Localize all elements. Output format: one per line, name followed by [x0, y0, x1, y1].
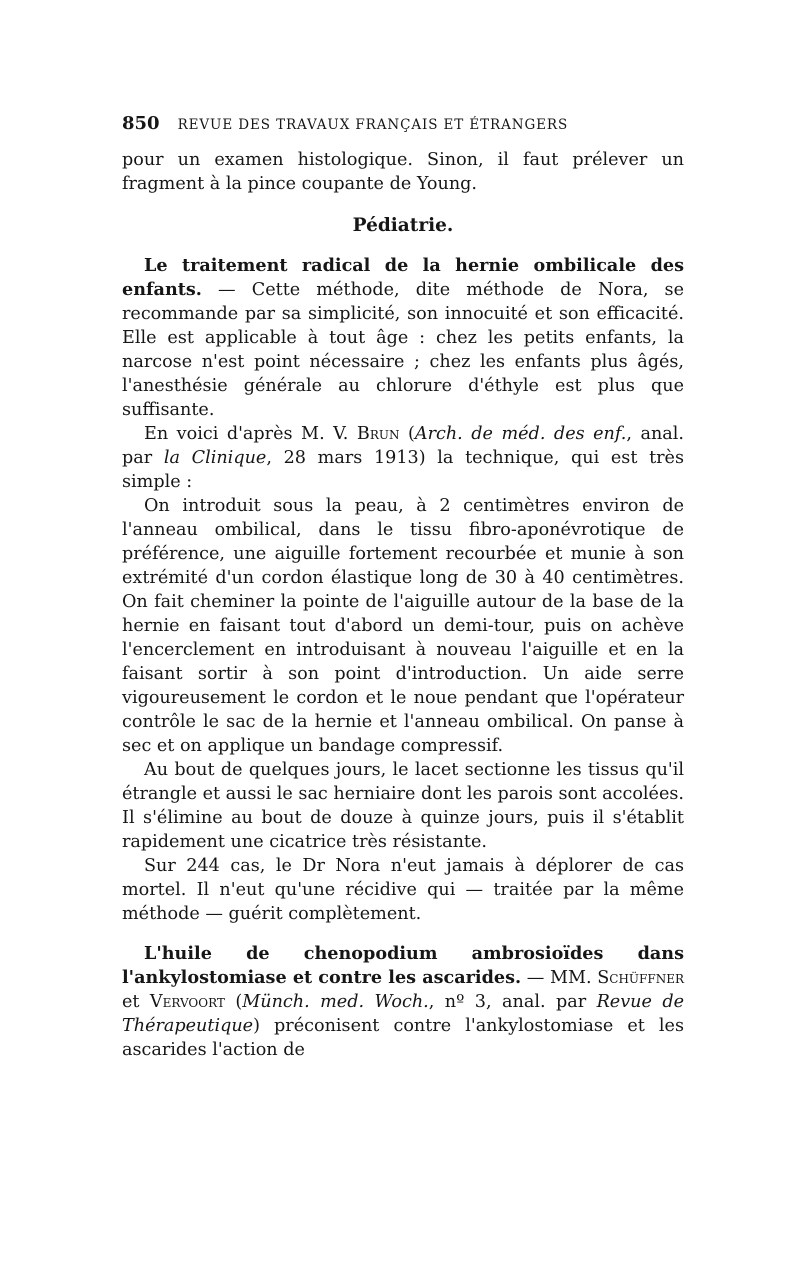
article-2-and: et — [122, 992, 150, 1012]
article-1-outcome: Au bout de quelques jours, le lacet sectionne les tissus qu'il étrangle et aussi le sac herniaire dont les parois sont accolées. Il s'élimine au bout de douze à quinze jours, puis il s'établit rapidement une cicatrice très résistante. — [122, 760, 685, 852]
article-2-source-post: ) préconisent contre l'ankylostomiase et les ascarides l'action de — [122, 1016, 684, 1060]
article-2-source-review: Revue de Thérapeutique — [122, 992, 685, 1036]
article-1-results: Sur 244 cas, le Dr Nora n'eut jamais à déplorer de cas mortel. Il n'eut qu'une récidive qui — traitée par la même méthode — guérit complètement. — [122, 856, 684, 924]
source-post: , 28 mars 1913) la technique, qui est très simple : — [122, 448, 684, 492]
text-column — [122, 112, 684, 1062]
page-number: 850 — [122, 113, 160, 134]
source-review: la Clinique — [163, 448, 267, 468]
page-header — [122, 112, 684, 142]
source-journal: Arch. de méd. des enf. — [414, 424, 627, 444]
running-head: REVUE DES TRAVAUX FRANÇAIS ET ÉTRANGERS — [177, 117, 569, 133]
source-pre: En voici d'après M. V. — [144, 424, 357, 444]
source-author: Brun — [356, 424, 400, 444]
article-1-intro — [122, 254, 684, 422]
article-2-source-journal: Münch. med. Woch. — [242, 992, 429, 1012]
source-open: ( — [399, 424, 415, 444]
article-1-intro-text: Cette méthode, dite méthode de Nora, se recommande par sa simplicité, son innocuité et son efficacité. Elle est applicable à tout âge : chez les petits enfants, la narcose n'est point nécessaire ; chez les enfants plus âgés, l'anesthésie générale au chlorure d'éthyle est plus que suffisante. — [122, 280, 684, 420]
article-2-title: L'huile de chenopodium ambrosioïdes dans l'ankylostomiase et contre les ascarides. — [122, 943, 684, 988]
article-2-author-2: Vervoort — [149, 992, 225, 1012]
article-1-dash: — — [201, 280, 252, 300]
article-2-dash: — MM. — [521, 968, 598, 988]
article-2-source-mid: , nº 3, anal. par — [428, 992, 597, 1012]
article-1-title: Le traitement radical de la hernie ombilicale des enfants. — [122, 255, 684, 300]
article-2-source-open: ( — [224, 992, 243, 1012]
section-title: Pédiatrie. — [352, 215, 454, 236]
article-1-source — [122, 422, 684, 494]
article-2-author-1: Schüffner — [597, 968, 684, 988]
article-1-technique: On introduit sous la peau, à 2 centimètres environ de l'anneau ombilical, dans le tissu fibro-aponévrotique de préférence, une aiguille fortement recourbée et munie à son extrémité d'un cordon élastique long de 30 à 40 centimètres. On fait cheminer la pointe de l'aiguille autour de la base de la hernie en faisant tout d'abord un demi-tour, puis on achève l'encerclement en introduisant à nouveau l'aiguille et en la faisant sortir à son point d'introduction. Un aide serre vigoureusement le cordon et le noue pendant que l'opérateur contrôle le sac de la hernie et l'anneau ombilical. On panse à sec et on applique un bandage compressif. — [122, 496, 684, 756]
source-mid: , anal. par — [122, 424, 685, 468]
article-2-intro — [122, 942, 684, 1062]
continuation-paragraph: pour un examen histologique. Sinon, il faut prélever un fragment à la pince coupante de Young. — [122, 150, 684, 194]
